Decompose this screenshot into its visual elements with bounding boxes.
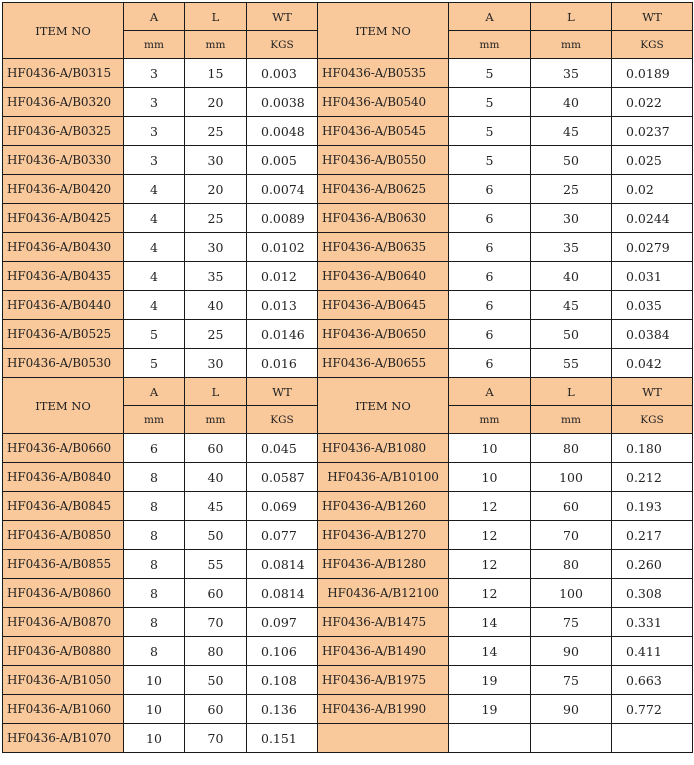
header-item-no: ITEM NO <box>3 3 124 59</box>
wt-cell: 0.217 <box>612 521 693 550</box>
l-cell: 55 <box>531 349 612 378</box>
a-cell: 3 <box>124 117 185 146</box>
a-cell: 5 <box>449 59 531 88</box>
a-cell: 10 <box>124 666 185 695</box>
unit-wt: KGS <box>612 406 693 434</box>
table-row <box>3 117 693 146</box>
item-no-cell: HF0436-A/B0625 <box>318 175 449 204</box>
l-cell: 80 <box>531 434 612 463</box>
l-cell: 40 <box>531 88 612 117</box>
wt-cell: 0.045 <box>247 434 318 463</box>
l-cell: 20 <box>185 175 247 204</box>
wt-cell: 0.0089 <box>247 204 318 233</box>
unit-l: mm <box>531 406 612 434</box>
table-row <box>3 434 693 463</box>
item-no-cell: HF0436-A/B1270 <box>318 521 449 550</box>
l-cell: 70 <box>185 724 247 753</box>
wt-cell: 0.0146 <box>247 320 318 349</box>
header-wt: WT <box>612 3 693 31</box>
item-no-cell: HF0436-A/B1280 <box>318 550 449 579</box>
a-cell: 12 <box>449 579 531 608</box>
a-cell: 19 <box>449 695 531 724</box>
a-cell: 4 <box>124 262 185 291</box>
table-row <box>3 59 693 88</box>
a-cell: 5 <box>124 349 185 378</box>
item-no-cell: HF0436-A/B0650 <box>318 320 449 349</box>
a-cell <box>449 724 531 753</box>
wt-cell: 0.308 <box>612 579 693 608</box>
item-no-cell: HF0436-A/B1990 <box>318 695 449 724</box>
item-no-cell: HF0436-A/B0635 <box>318 233 449 262</box>
a-cell: 4 <box>124 204 185 233</box>
wt-cell: 0.772 <box>612 695 693 724</box>
item-no-cell: HF0436-A/B0840 <box>3 463 124 492</box>
header-row <box>3 378 693 406</box>
header-row <box>3 3 693 31</box>
a-cell: 8 <box>124 492 185 521</box>
table-row <box>3 666 693 695</box>
table-row <box>3 233 693 262</box>
item-no-cell: HF0436-A/B1260 <box>318 492 449 521</box>
item-no-cell: HF0436-A/B0850 <box>3 521 124 550</box>
wt-cell: 0.136 <box>247 695 318 724</box>
table-row <box>3 291 693 320</box>
l-cell: 50 <box>531 146 612 175</box>
l-cell: 75 <box>531 666 612 695</box>
wt-cell: 0.0048 <box>247 117 318 146</box>
item-no-cell: HF0436-A/B0545 <box>318 117 449 146</box>
a-cell: 5 <box>449 117 531 146</box>
table-row <box>3 695 693 724</box>
l-cell: 60 <box>185 579 247 608</box>
a-cell: 8 <box>124 463 185 492</box>
l-cell: 35 <box>185 262 247 291</box>
wt-cell: 0.02 <box>612 175 693 204</box>
header-l: L <box>531 3 612 31</box>
wt-cell: 0.012 <box>247 262 318 291</box>
a-cell: 6 <box>449 175 531 204</box>
item-no-cell: HF0436-A/B1050 <box>3 666 124 695</box>
a-cell: 6 <box>449 349 531 378</box>
a-cell: 12 <box>449 521 531 550</box>
a-cell: 8 <box>124 608 185 637</box>
unit-wt: KGS <box>612 31 693 59</box>
header-a: A <box>124 378 185 406</box>
a-cell: 14 <box>449 637 531 666</box>
unit-a: mm <box>449 31 531 59</box>
item-no-cell: HF0436-A/B0530 <box>3 349 124 378</box>
a-cell: 5 <box>449 146 531 175</box>
a-cell: 19 <box>449 666 531 695</box>
item-no-cell: HF0436-A/B0420 <box>3 175 124 204</box>
header-a: A <box>124 3 185 31</box>
a-cell: 14 <box>449 608 531 637</box>
item-no-cell: HF0436-A/B0855 <box>3 550 124 579</box>
wt-cell: 0.106 <box>247 637 318 666</box>
header-wt: WT <box>247 3 318 31</box>
unit-a: mm <box>449 406 531 434</box>
a-cell: 4 <box>124 175 185 204</box>
l-cell: 50 <box>185 666 247 695</box>
item-no-cell: HF0436-A/B0550 <box>318 146 449 175</box>
item-no-cell: HF0436-A/B0540 <box>318 88 449 117</box>
wt-cell: 0.031 <box>612 262 693 291</box>
l-cell: 25 <box>531 175 612 204</box>
item-no-cell: HF0436-A/B0330 <box>3 146 124 175</box>
unit-a: mm <box>124 406 185 434</box>
a-cell: 8 <box>124 579 185 608</box>
header-l: L <box>531 378 612 406</box>
a-cell: 5 <box>124 320 185 349</box>
l-cell: 30 <box>185 146 247 175</box>
l-cell: 90 <box>531 637 612 666</box>
a-cell: 6 <box>449 291 531 320</box>
a-cell: 8 <box>124 550 185 579</box>
item-no-cell: HF0436-A/B0860 <box>3 579 124 608</box>
item-no-cell: HF0436-A/B0435 <box>3 262 124 291</box>
table-row <box>3 349 693 378</box>
item-no-cell: HF0436-A/B0430 <box>3 233 124 262</box>
l-cell: 100 <box>531 463 612 492</box>
item-no-cell: HF0436-A/B0655 <box>318 349 449 378</box>
wt-cell: 0.151 <box>247 724 318 753</box>
l-cell: 60 <box>185 434 247 463</box>
header-item-no: ITEM NO <box>318 378 449 434</box>
l-cell: 30 <box>531 204 612 233</box>
wt-cell: 0.193 <box>612 492 693 521</box>
wt-cell: 0.331 <box>612 608 693 637</box>
item-no-cell: HF0436-A/B0440 <box>3 291 124 320</box>
item-no-cell: HF0436-A/B0630 <box>318 204 449 233</box>
item-no-cell: HF0436-A/B1490 <box>318 637 449 666</box>
l-cell: 30 <box>185 349 247 378</box>
unit-wt: KGS <box>247 406 318 434</box>
wt-cell: 0.003 <box>247 59 318 88</box>
a-cell: 6 <box>449 262 531 291</box>
wt-cell: 0.0814 <box>247 579 318 608</box>
header-item-no: ITEM NO <box>3 378 124 434</box>
table-row <box>3 521 693 550</box>
spec-table-body <box>3 3 693 753</box>
table-row <box>3 724 693 753</box>
a-cell: 12 <box>449 492 531 521</box>
header-a: A <box>449 378 531 406</box>
a-cell: 6 <box>449 204 531 233</box>
l-cell: 35 <box>531 233 612 262</box>
wt-cell: 0.025 <box>612 146 693 175</box>
a-cell: 8 <box>124 637 185 666</box>
l-cell: 45 <box>185 492 247 521</box>
wt-cell: 0.411 <box>612 637 693 666</box>
unit-wt: KGS <box>247 31 318 59</box>
table-row <box>3 637 693 666</box>
a-cell: 4 <box>124 233 185 262</box>
wt-cell: 0.005 <box>247 146 318 175</box>
a-cell: 3 <box>124 146 185 175</box>
item-no-cell: HF0436-A/B0315 <box>3 59 124 88</box>
a-cell: 3 <box>124 59 185 88</box>
item-no-cell: HF0436-A/B0425 <box>3 204 124 233</box>
wt-cell: 0.180 <box>612 434 693 463</box>
header-wt: WT <box>247 378 318 406</box>
table-row <box>3 463 693 492</box>
wt-cell: 0.0814 <box>247 550 318 579</box>
l-cell: 60 <box>185 695 247 724</box>
l-cell: 25 <box>185 320 247 349</box>
header-a: A <box>449 3 531 31</box>
a-cell: 4 <box>124 291 185 320</box>
item-no-cell: HF0436-A/B0320 <box>3 88 124 117</box>
wt-cell: 0.0587 <box>247 463 318 492</box>
table-row <box>3 608 693 637</box>
unit-l: mm <box>185 31 247 59</box>
a-cell: 10 <box>124 724 185 753</box>
l-cell: 35 <box>531 59 612 88</box>
wt-cell: 0.042 <box>612 349 693 378</box>
l-cell: 70 <box>185 608 247 637</box>
table-row <box>3 175 693 204</box>
header-l: L <box>185 378 247 406</box>
item-no-cell: HF0436-A/B0845 <box>3 492 124 521</box>
l-cell: 75 <box>531 608 612 637</box>
unit-l: mm <box>531 31 612 59</box>
item-no-cell: HF0436-A/B0325 <box>3 117 124 146</box>
l-cell: 60 <box>531 492 612 521</box>
wt-cell <box>612 724 693 753</box>
wt-cell: 0.069 <box>247 492 318 521</box>
item-no-cell: HF0436-A/B0535 <box>318 59 449 88</box>
l-cell: 90 <box>531 695 612 724</box>
item-no-cell: HF0436-A/B1070 <box>3 724 124 753</box>
wt-cell: 0.0102 <box>247 233 318 262</box>
item-no-cell: HF0436-A/B10100 <box>318 463 449 492</box>
spec-table <box>2 2 693 753</box>
item-no-cell: HF0436-A/B0660 <box>3 434 124 463</box>
wt-cell: 0.0038 <box>247 88 318 117</box>
wt-cell: 0.0074 <box>247 175 318 204</box>
l-cell: 40 <box>531 262 612 291</box>
item-no-cell: HF0436-A/B1080 <box>318 434 449 463</box>
wt-cell: 0.212 <box>612 463 693 492</box>
a-cell: 8 <box>124 521 185 550</box>
a-cell: 5 <box>449 88 531 117</box>
a-cell: 10 <box>449 434 531 463</box>
unit-l: mm <box>185 406 247 434</box>
item-no-cell: HF0436-A/B0525 <box>3 320 124 349</box>
l-cell: 50 <box>185 521 247 550</box>
wt-cell: 0.0237 <box>612 117 693 146</box>
wt-cell: 0.108 <box>247 666 318 695</box>
table-row <box>3 550 693 579</box>
wt-cell: 0.035 <box>612 291 693 320</box>
l-cell: 80 <box>185 637 247 666</box>
l-cell: 40 <box>185 463 247 492</box>
table-row <box>3 320 693 349</box>
item-no-cell: HF0436-A/B0880 <box>3 637 124 666</box>
wt-cell: 0.016 <box>247 349 318 378</box>
item-no-cell: HF0436-A/B1475 <box>318 608 449 637</box>
wt-cell: 0.0189 <box>612 59 693 88</box>
l-cell: 20 <box>185 88 247 117</box>
l-cell: 55 <box>185 550 247 579</box>
wt-cell: 0.663 <box>612 666 693 695</box>
header-l: L <box>185 3 247 31</box>
wt-cell: 0.0384 <box>612 320 693 349</box>
item-no-cell: HF0436-A/B0640 <box>318 262 449 291</box>
wt-cell: 0.013 <box>247 291 318 320</box>
item-no-cell: HF0436-A/B1975 <box>318 666 449 695</box>
a-cell: 10 <box>449 463 531 492</box>
l-cell: 25 <box>185 117 247 146</box>
item-no-cell: HF0436-A/B1060 <box>3 695 124 724</box>
header-item-no: ITEM NO <box>318 3 449 59</box>
l-cell: 80 <box>531 550 612 579</box>
l-cell: 100 <box>531 579 612 608</box>
a-cell: 3 <box>124 88 185 117</box>
item-no-cell <box>318 724 449 753</box>
wt-cell: 0.0279 <box>612 233 693 262</box>
a-cell: 6 <box>449 233 531 262</box>
table-row <box>3 204 693 233</box>
wt-cell: 0.097 <box>247 608 318 637</box>
l-cell: 50 <box>531 320 612 349</box>
table-row <box>3 262 693 291</box>
header-wt: WT <box>612 378 693 406</box>
table-row <box>3 146 693 175</box>
a-cell: 12 <box>449 550 531 579</box>
l-cell: 45 <box>531 291 612 320</box>
l-cell: 45 <box>531 117 612 146</box>
l-cell: 30 <box>185 233 247 262</box>
item-no-cell: HF0436-A/B0870 <box>3 608 124 637</box>
l-cell: 70 <box>531 521 612 550</box>
a-cell: 6 <box>449 320 531 349</box>
table-row <box>3 492 693 521</box>
wt-cell: 0.022 <box>612 88 693 117</box>
item-no-cell: HF0436-A/B0645 <box>318 291 449 320</box>
l-cell: 25 <box>185 204 247 233</box>
l-cell <box>531 724 612 753</box>
unit-a: mm <box>124 31 185 59</box>
l-cell: 15 <box>185 59 247 88</box>
table-row <box>3 88 693 117</box>
a-cell: 10 <box>124 695 185 724</box>
a-cell: 6 <box>124 434 185 463</box>
wt-cell: 0.0244 <box>612 204 693 233</box>
item-no-cell: HF0436-A/B12100 <box>318 579 449 608</box>
l-cell: 40 <box>185 291 247 320</box>
wt-cell: 0.260 <box>612 550 693 579</box>
wt-cell: 0.077 <box>247 521 318 550</box>
table-row <box>3 579 693 608</box>
